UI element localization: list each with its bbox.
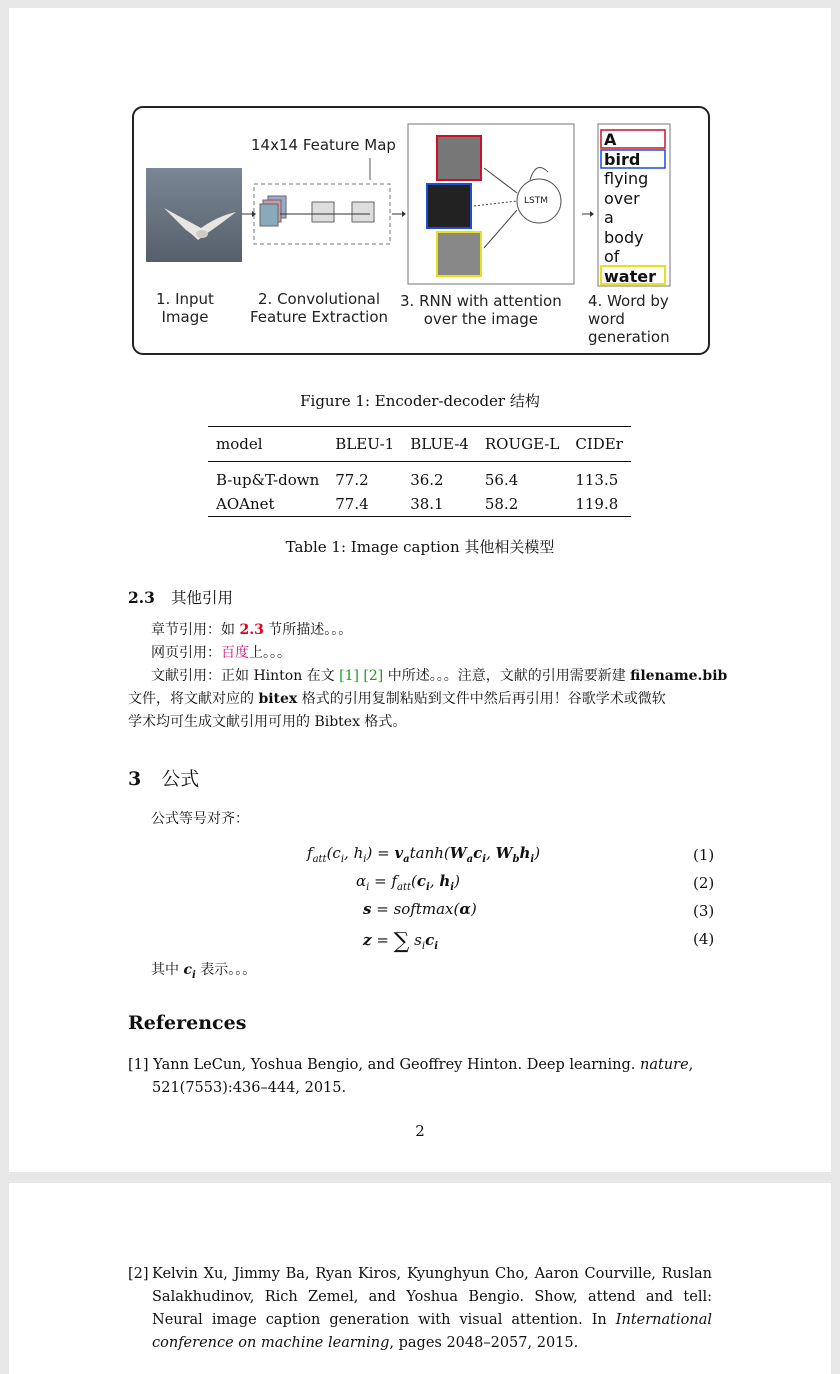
citation-line — [128, 688, 712, 711]
citation-line — [128, 665, 728, 688]
section-3-heading — [128, 764, 199, 791]
feature-map-label: 14x14 Feature Map — [251, 136, 396, 154]
text: 中所述。。。注意，文献的引用需要新建 — [383, 668, 631, 684]
text: 网页引用： — [151, 645, 221, 661]
equation-number: (3) — [693, 902, 715, 920]
citation-link-1[interactable]: [1] — [339, 668, 359, 684]
table-cell: 38.1 — [410, 495, 444, 513]
table-row — [208, 462, 631, 493]
table-cell: 56.4 — [484, 471, 519, 489]
table-cell: 113.5 — [575, 471, 619, 489]
citation-line: 学术均可生成文献引用可用的 Bibtex 格式。 — [128, 714, 407, 730]
reference-text: Kelvin Xu, Jimmy Ba, Ryan Kiros, Kyunghyun Cho, Aaron Courville, Ruslan Salakhudinov, Rich Zemel, and Yoshua Bengio. Show, attend and tell: Neural image caption generation with visual attention. In — [152, 1266, 712, 1328]
table-cell: 77.4 — [335, 495, 369, 513]
figure-encoder-decoder — [132, 106, 710, 355]
table-header: BLUE-4 — [410, 435, 469, 453]
table-header: model — [216, 435, 263, 453]
table-cell: 58.2 — [484, 495, 519, 513]
table-caption: Table 1: Image caption 其他相关模型 — [285, 538, 555, 556]
word: of — [604, 247, 620, 266]
web-ref-line — [128, 642, 712, 665]
citation-link-2[interactable]: [2] — [363, 668, 384, 684]
reference-1: [1] Yann LeCun, Yoshua Bengio, and Geoffrey Hinton. Deep learning. nature, 521(7553):436–444, 2015. — [128, 1054, 712, 1100]
word: bird — [604, 149, 641, 169]
text: 文献引用：正如 Hinton 在文 — [151, 668, 340, 684]
text: 格式的引用复制粘贴到文件中然后再引用！谷歌学术或微软 — [297, 691, 666, 707]
table-row — [208, 492, 631, 517]
text: 上。。。 — [249, 645, 291, 661]
equation-number: (1) — [693, 846, 715, 864]
table-cell: B-up&T-down — [216, 471, 320, 489]
reference-label: [1] — [128, 1057, 149, 1073]
text: 表示。。。 — [195, 962, 257, 978]
section-2-3-body — [128, 619, 728, 734]
table-cell: AOAnet — [216, 495, 275, 513]
table-header: ROUGE-L — [484, 435, 560, 453]
word: A — [604, 130, 617, 149]
lstm-label: LSTM — [524, 196, 548, 206]
reference-label: [2] — [128, 1266, 149, 1282]
baidu-link[interactable]: 百度 — [221, 645, 249, 661]
reference-text: 521(7553):436–444, 2015. — [152, 1080, 347, 1096]
step-3-label: 3. RNN with attention over the image — [400, 292, 562, 328]
step-4-label: 4. Word by word generation — [588, 292, 670, 346]
figure-caption: Figure 1: Encoder-decoder 结构 — [300, 392, 540, 410]
reference-text: , pages 2048–2057, 2015. — [389, 1335, 579, 1351]
section-number: 2.3 — [128, 588, 155, 607]
reference-venue: International conference on machine learning — [152, 1312, 712, 1351]
section-number: 3 — [128, 768, 142, 790]
reference-journal: nature — [640, 1057, 689, 1073]
table-header: CIDEr — [575, 435, 623, 453]
references-heading: References — [128, 1012, 247, 1034]
bitex-keyword: bitex — [258, 691, 298, 707]
table-header: BLEU-1 — [335, 435, 395, 453]
word: over — [604, 188, 640, 208]
table-cell: 119.8 — [575, 495, 619, 513]
equation-2: $\alpha_i = f_{att}(c_i$, $h_i$) — [356, 872, 460, 893]
equation-number: (2) — [693, 874, 715, 892]
word: flying — [604, 169, 649, 188]
section-title: 其他引用 — [170, 589, 233, 607]
table-cell: 36.2 — [410, 471, 444, 489]
equation-intro: 公式等号对齐： — [151, 811, 249, 827]
reference-2 — [128, 1263, 712, 1355]
generated-caption-words — [604, 130, 656, 286]
text: 节所描述。。。 — [263, 622, 353, 638]
section-link[interactable]: 2.3 — [239, 622, 264, 638]
word: water — [604, 266, 656, 286]
text: 其中 — [151, 962, 184, 978]
equation-number: (4) — [693, 930, 715, 948]
step-1-label: 1. Input Image — [156, 290, 214, 326]
word: a — [604, 208, 614, 227]
reference-body — [152, 1263, 712, 1355]
equation-1: $f_{att}(c_i$, $h_i) = v_a\tanh(W_ac_i$, $W_bh_i$) — [307, 844, 541, 865]
section-2-3-heading — [128, 586, 233, 608]
section-title: 公式 — [161, 768, 200, 790]
equation-4: z = ∑ $s_ic_i$ — [363, 929, 439, 954]
equation-3: s = softmax(α) — [363, 900, 477, 918]
section-ref-line — [128, 619, 712, 642]
table-cell: 77.2 — [335, 471, 369, 489]
filename: filename.bib — [630, 668, 728, 684]
step-2-label: 2. Convolutional Feature Extraction — [250, 290, 389, 326]
word: body — [604, 227, 644, 247]
text: 章节引用：如 — [151, 622, 240, 638]
page-1 — [9, 8, 831, 1172]
results-table — [208, 426, 631, 517]
equation-note: 其中 $c_i$ 表示。。。 — [151, 962, 257, 981]
reference-text: Yann LeCun, Yoshua Bengio, and Geoffrey Hinton. Deep learning. — [153, 1057, 640, 1073]
page-number: 2 — [415, 1122, 425, 1140]
page-2 — [9, 1183, 831, 1374]
text: 文件，将文献对应的 — [128, 691, 259, 707]
